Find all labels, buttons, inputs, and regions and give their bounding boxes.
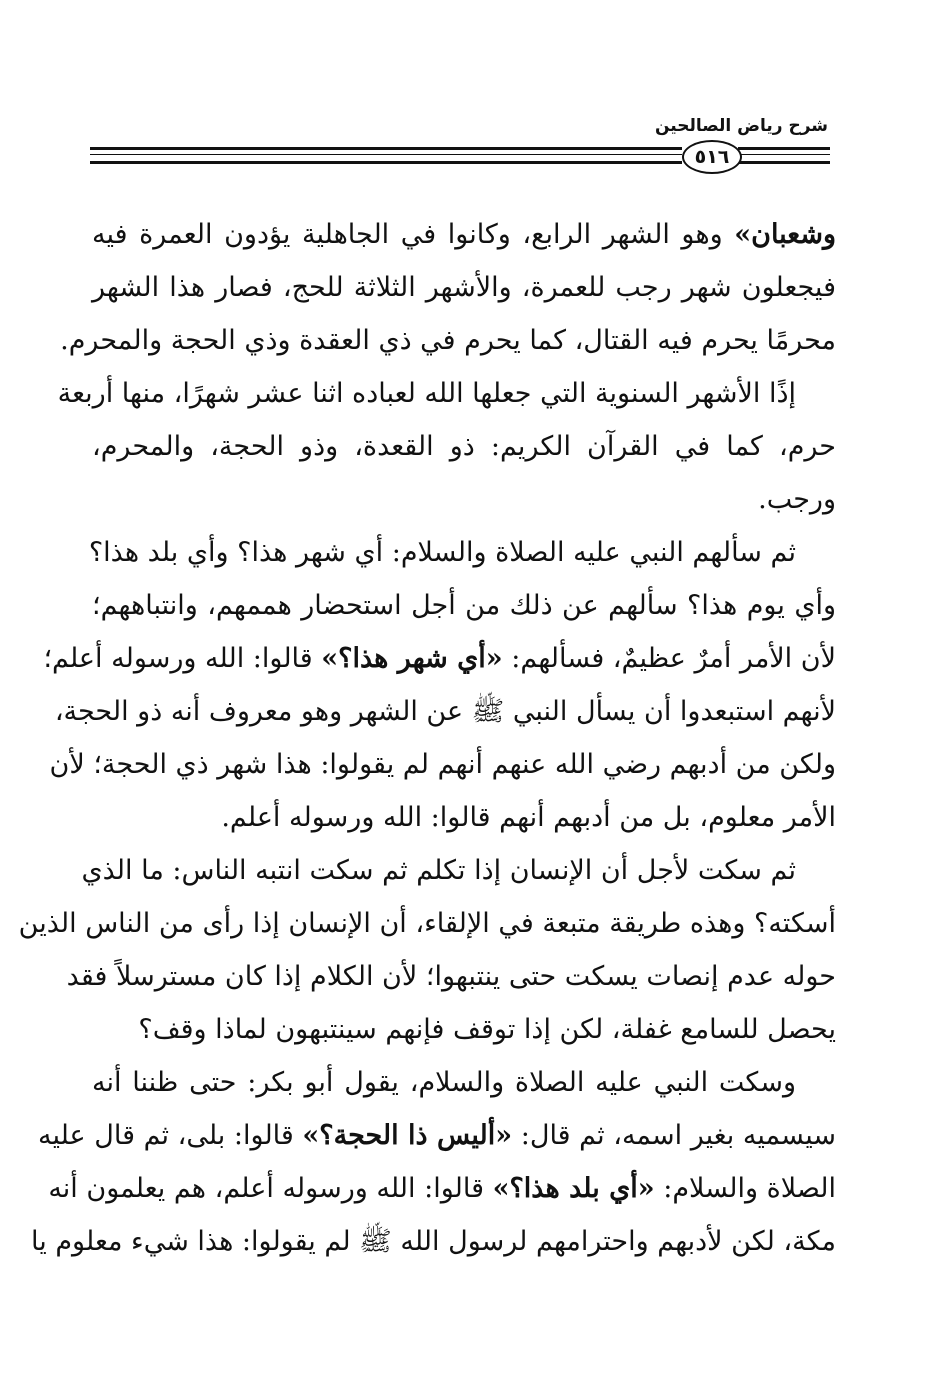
header-rule — [738, 154, 830, 155]
text-line: فيجعلون شهر رجب للعمرة، والأشهر الثلاثة للحج، فصار هذا الشهر — [92, 272, 836, 303]
text-body — [18, 208, 836, 1268]
text-line: ثم سكت لأجل أن الإنسان إذا تكلم ثم سكت انتبه الناس: ما الذي — [81, 855, 796, 886]
text-line: يحصل للسامع غفلة، لكن إذا توقف فإنهم سينتبهون لماذا وقف؟ — [138, 1014, 836, 1045]
text-segment: سيسميه بغير اسمه، ثم قال: — [512, 1120, 836, 1151]
text-segment: الصلاة والسلام: — [654, 1173, 836, 1204]
text-line: ولكن من أدبهم رضي الله عنهم أنهم لم يقولوا: هذا شهر ذي الحجة؛ لأن — [49, 749, 836, 780]
quoted-text: وشعبان» — [734, 219, 836, 250]
text-line: مكة، لكن لأدبهم واحترامهم لرسول الله ﷺ لم يقولوا: هذا شيء معلوم يا — [31, 1226, 836, 1257]
page-header — [90, 112, 830, 172]
text-segment: لأن الأمر أمرٌ عظيمٌ، فسألهم: — [502, 643, 836, 674]
text-line — [37, 1109, 836, 1162]
page-number: ٥١٦ — [682, 140, 742, 174]
text-segment: قالوا: الله ورسوله أعلم؛ — [43, 643, 322, 674]
text-line — [43, 632, 836, 685]
header-rule — [90, 161, 682, 164]
header-rule — [738, 147, 830, 150]
quoted-text: «أي بلد هذا؟» — [492, 1173, 655, 1204]
text-line: ورجب. — [758, 484, 836, 515]
text-line: حوله عدم إنصات يسكت حتى ينتبهوا؛ لأن الكلام إذا كان مسترسلاً فقد — [66, 961, 836, 992]
text-line — [92, 208, 836, 261]
header-rule — [738, 161, 830, 164]
text-line: أسكته؟ وهذه طريقة متبعة في الإلقاء، أن الإنسان إذا رأى من الناس الذين — [18, 908, 836, 939]
text-line: وسكت النبي عليه الصلاة والسلام، يقول أبو بكر: حتى ظننا أنه — [92, 1067, 796, 1098]
header-rule — [90, 147, 682, 150]
header-rule — [90, 154, 682, 155]
quoted-text: «أي شهر هذا؟» — [321, 643, 503, 674]
quoted-text: «أليس ذا الحجة؟» — [302, 1120, 513, 1151]
text-line — [48, 1162, 836, 1215]
text-line: الأمر معلوم، بل من أدبهم أنهم قالوا: الله ورسوله أعلم. — [221, 802, 836, 833]
text-segment: وهو الشهر الرابع، وكانوا في الجاهلية يؤدون العمرة فيه — [92, 219, 735, 250]
text-line: وأي يوم هذا؟ سألهم عن ذلك من أجل استحضار هممهم، وانتباههم؛ — [92, 590, 836, 621]
text-line: محرمًا يحرم فيه القتال، كما يحرم في ذي العقدة وذي الحجة والمحرم. — [60, 325, 836, 356]
text-line: إذًا الأشهر السنوية التي جعلها الله لعباده اثنا عشر شهرًا، منها أربعة — [57, 378, 796, 409]
running-title: شرح رياض الصالحين — [654, 116, 828, 136]
text-line: حرم، كما في القرآن الكريم: ذو القعدة، وذو الحجة، والمحرم، — [92, 431, 836, 462]
text-segment: قالوا: بلى، ثم قال عليه — [37, 1120, 303, 1151]
text-line: لأنهم استبعدوا أن يسأل النبي ﷺ عن الشهر وهو معروف أنه ذو الحجة، — [54, 696, 836, 727]
text-segment: قالوا: الله ورسوله أعلم، هم يعلمون أنه — [48, 1173, 493, 1204]
text-line: ثم سألهم النبي عليه الصلاة والسلام: أي شهر هذا؟ وأي بلد هذا؟ — [88, 537, 796, 568]
